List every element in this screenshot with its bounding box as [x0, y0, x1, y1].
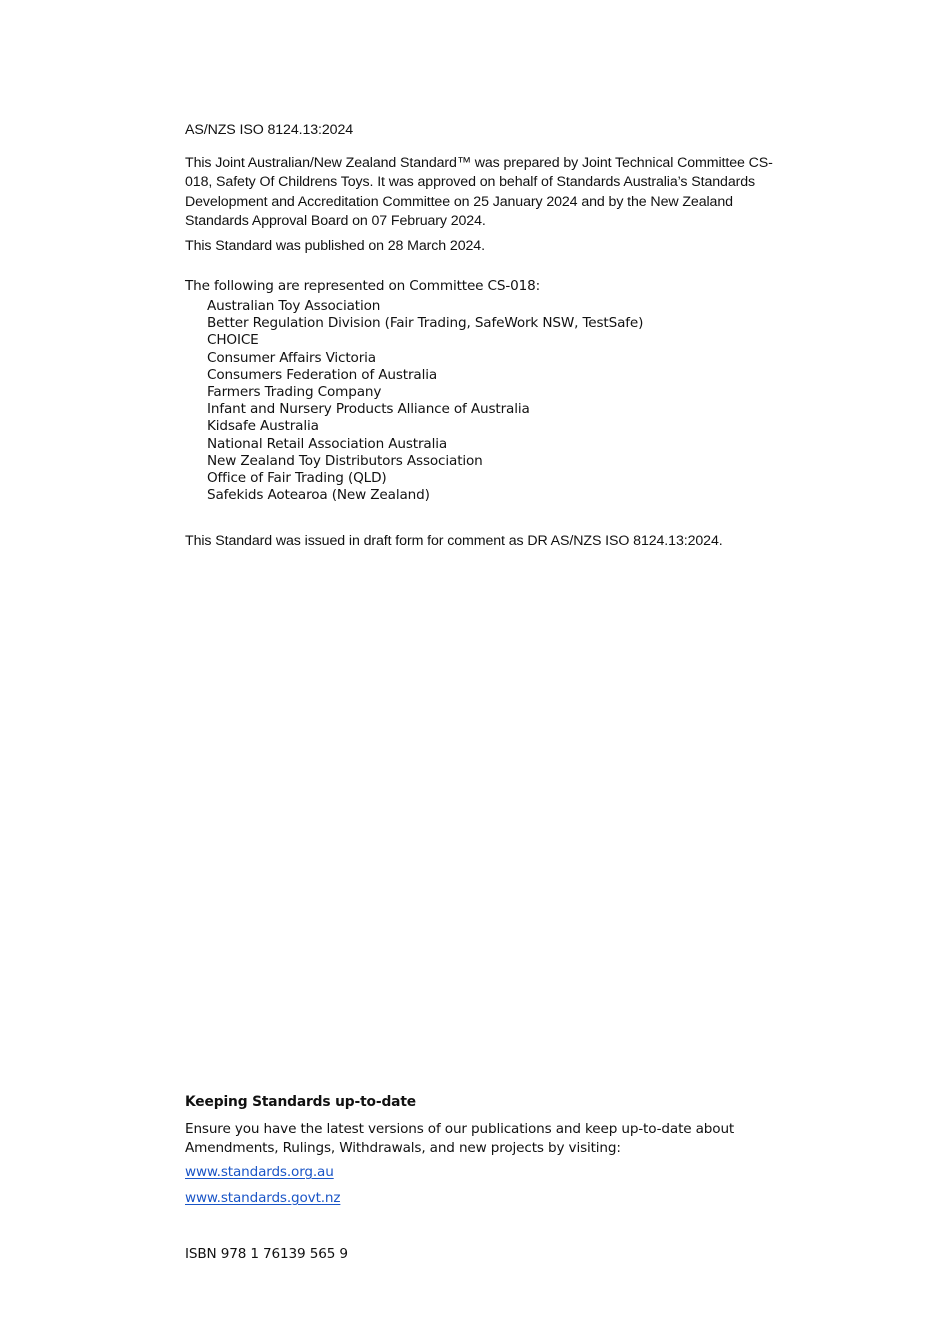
committee-member: New Zealand Toy Distributors Association	[207, 452, 483, 469]
draft-statement: This Standard was issued in draft form for comment as DR AS/NZS ISO 8124.13:2024.	[185, 533, 723, 549]
committee-member: Kidsafe Australia	[207, 418, 319, 435]
committee-member: Australian Toy Association	[207, 298, 381, 314]
preparation-paragraph: This Joint Australian/New Zealand Standard™ was prepared by Joint Technical Committee CS-018, Safety Of Childrens Toys. It was approved on behalf of Standards Australia’s Standards Development and Accreditation Committee on 25 January 2024 and by the New Zealand Standards Approval Board on 07 February 2024.	[185, 155, 773, 229]
standard-code: AS/NZS ISO 8124.13:2024	[185, 122, 354, 138]
committee-member: Better Regulation Division (Fair Trading, SafeWork NSW, TestSafe)	[207, 315, 644, 332]
committee-member-list	[207, 298, 643, 504]
keeping-up-to-date-heading: Keeping Standards up-to-date	[185, 1094, 416, 1110]
committee-member: Farmers Trading Company	[207, 384, 382, 401]
published-statement: This Standard was published on 28 March 2024.	[185, 238, 485, 254]
isbn: ISBN 978 1 76139 565 9	[185, 1246, 348, 1262]
committee-member: National Retail Association Australia	[207, 435, 448, 452]
committee-member: CHOICE	[207, 332, 259, 349]
keeping-up-to-date-paragraph: Ensure you have the latest versions of our publications and keep up-to-date about Amendments, Rulings, Withdrawals, and new projects by visiting:	[185, 1121, 735, 1157]
committee-member: Office of Fair Trading (QLD)	[207, 470, 387, 487]
committee-heading: The following are represented on Committee CS-018:	[185, 278, 541, 294]
standards-nz-link[interactable]: www.standards.govt.nz	[185, 1190, 341, 1206]
committee-member: Consumer Affairs Victoria	[207, 349, 376, 366]
committee-member: Safekids Aotearoa (New Zealand)	[207, 487, 430, 504]
committee-member: Infant and Nursery Products Alliance of Australia	[207, 401, 530, 418]
committee-member: Consumers Federation of Australia	[207, 366, 438, 383]
standards-australia-link[interactable]: www.standards.org.au	[185, 1164, 334, 1180]
